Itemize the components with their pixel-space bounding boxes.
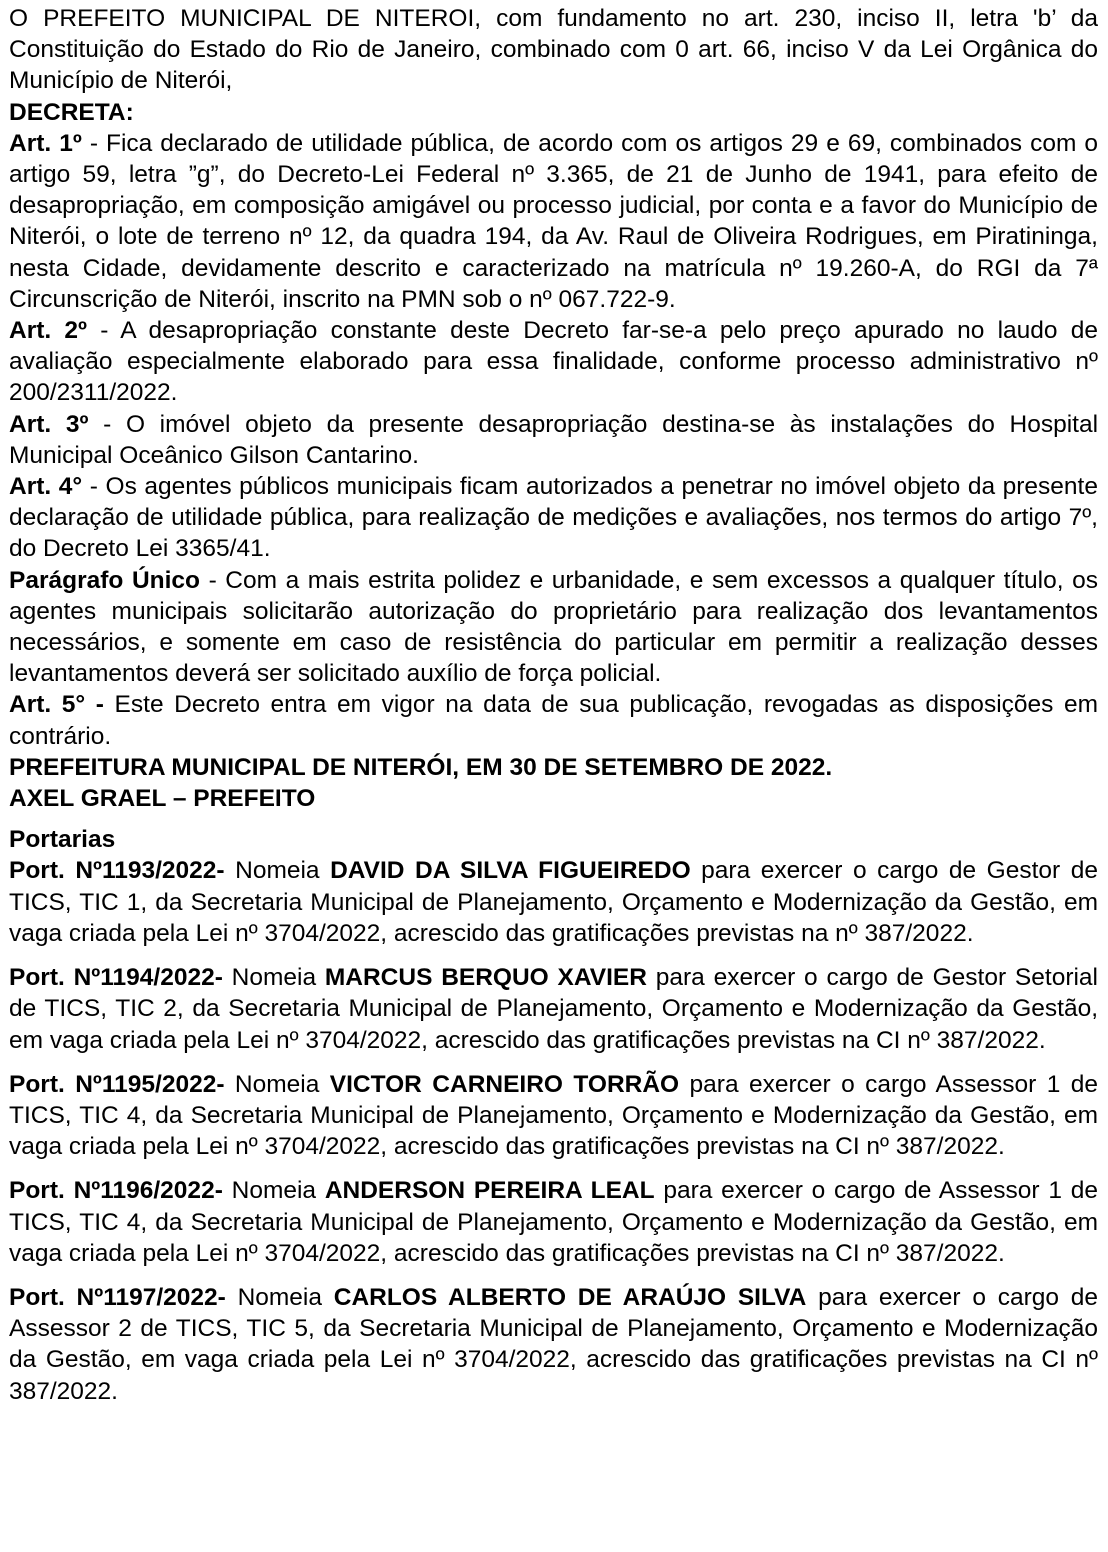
appointee-name: DAVID DA SILVA FIGUEIREDO (330, 857, 691, 885)
article-label: Art. 2º (9, 317, 87, 345)
decree-intro: O PREFEITO MUNICIPAL DE NITEROI, com fundamento no art. 230, inciso II, letra 'b’ da Constituição do Estado do Rio de Janeiro, combinado com 0 art. 66, inciso V da Lei Orgânica do Município de Niterói, (9, 5, 1098, 95)
portaria-1196 (9, 1175, 1098, 1269)
portaria-1194 (9, 962, 1098, 1056)
article-5 (9, 689, 1098, 751)
article-text: - Fica declarado de utilidade pública, de acordo com os artigos 29 e 69, combinados com o artigo 59, letra ”g”, do Decreto-Lei Federal nº 3.365, de 21 de Junho de 1941, para efeito de desapropriação, em composição amigável ou processo judicial, por conta e a favor do Município de Niterói, o lote de terreno nº 12, da quadra 194, da Av. Raul de Oliveira Rodrigues, em Piratininga, nesta Cidade, devidamente descrito e caracterizado na matrícula nº 19.260-A, do RGI da 7ª Circunscrição de Niterói, inscrito na PMN sob o nº 067.722-9. (9, 129, 1098, 313)
portaria-verb: Nomeia (222, 1177, 325, 1205)
portaria-verb: Nomeia (224, 1070, 330, 1098)
portaria-text: para exercer o cargo Assessor 1 de TICS, TIC 4, da Secretaria Municipal de Planejamento, Orçamento e Modernização da Gestão, em vaga criada pela Lei nº 3704/2022, acrescido das gratificações previstas na CI nº 387/2022. (9, 1070, 1098, 1161)
appointee-name: CARLOS ALBERTO DE ARAÚJO SILVA (333, 1283, 807, 1311)
decreta-heading: DECRETA: (9, 98, 134, 126)
article-text: - A desapropriação constante deste Decreto far-se-a pelo preço apurado no laudo de avaliação especialmente elaborado para essa finalidade, conforme processo administrativo nº 200/2311/2022. (9, 317, 1098, 407)
appointee-name: MARCUS BERQUO XAVIER (324, 964, 647, 992)
portaria-text: para exercer o cargo de Assessor 2 de TICS, TIC 5, da Secretaria Municipal de Planejamento, Orçamento e Modernização da Gestão, em vaga criada pela Lei nº 3704/2022, acrescido das gratificações previstas na CI nº 387/2022. (9, 1283, 1098, 1405)
signature: AXEL GRAEL – PREFEITO (9, 785, 316, 813)
document-body (9, 3, 1098, 1407)
appointee-name: VICTOR CARNEIRO TORRÃO (329, 1070, 680, 1098)
article-4 (9, 471, 1098, 565)
article-text: - O imóvel objeto da presente desapropriação destina-se às instalações do Hospital Municipal Oceânico Gilson Cantarino. (9, 410, 1099, 469)
portaria-verb: Nomeia (225, 1283, 334, 1311)
article-label: Art. 4° (9, 473, 83, 501)
portaria-number: Port. Nº1196/2022- (9, 1177, 223, 1205)
closing-line: PREFEITURA MUNICIPAL DE NITERÓI, EM 30 DE SETEMBRO DE 2022. (9, 753, 833, 781)
portaria-number: Port. Nº1193/2022- (9, 857, 225, 885)
article-2 (9, 315, 1098, 409)
article-1 (9, 128, 1098, 315)
portaria-verb: Nomeia (222, 964, 325, 992)
appointee-name: ANDERSON PEREIRA LEAL (324, 1177, 655, 1205)
portaria-text: para exercer o cargo de Gestor Setorial de TICS, TIC 2, da Secretaria Municipal de Planejamento, Orçamento e Modernização da Gestão, em vaga criada pela Lei nº 3704/2022, acrescido das gratificações previstas na CI nº 387/2022. (9, 964, 1098, 1054)
article-text: - Com a mais estrita polidez e urbanidade, e sem excessos a qualquer título, os agentes municipais solicitarão autorização do proprietário para realização dos levantamentos necessários, e somente em caso de resistência do particular em permitir a realização desses levantamentos deverá ser solicitado auxílio de força policial. (9, 566, 1098, 688)
portaria-text: para exercer o cargo de Gestor de TICS, TIC 1, da Secretaria Municipal de Planejamento, Orçamento e Modernização da Gestão, em vaga criada pela Lei nº 3704/2022, acrescido das gratificações previstas na nº 387/2022. (9, 857, 1098, 947)
portarias-heading: Portarias (9, 826, 116, 854)
article-text: - Os agentes públicos municipais ficam autorizados a penetrar no imóvel objeto da presente declaração de utilidade pública, para realização de medições e avaliações, nos termos do artigo 7º, do Decreto Lei 3365/41. (9, 473, 1098, 563)
article-text: Este Decreto entra em vigor na data de sua publicação, revogadas as disposições em contrário. (9, 691, 1099, 750)
article-label: Art. 3º (9, 410, 89, 438)
article-3 (9, 409, 1098, 471)
portaria-verb: Nomeia (224, 857, 331, 885)
portaria-1193 (9, 855, 1098, 949)
paragrafo-unico (9, 565, 1098, 690)
article-label: Parágrafo Único (9, 566, 201, 594)
portaria-1197 (9, 1282, 1098, 1407)
portaria-number: Port. Nº1197/2022- (9, 1283, 226, 1311)
portaria-number: Port. Nº1194/2022- (9, 964, 223, 992)
portaria-1195 (9, 1069, 1098, 1163)
portaria-number: Port. Nº1195/2022- (9, 1070, 225, 1098)
article-label: Art. 1º (9, 129, 82, 157)
article-label: Art. 5° - (9, 691, 104, 719)
portaria-text: para exercer o cargo de Assessor 1 de TICS, TIC 4, da Secretaria Municipal de Planejamento, Orçamento e Modernização da Gestão, em vaga criada pela Lei nº 3704/2022, acrescido das gratificações previstas na CI nº 387/2022. (9, 1177, 1098, 1267)
